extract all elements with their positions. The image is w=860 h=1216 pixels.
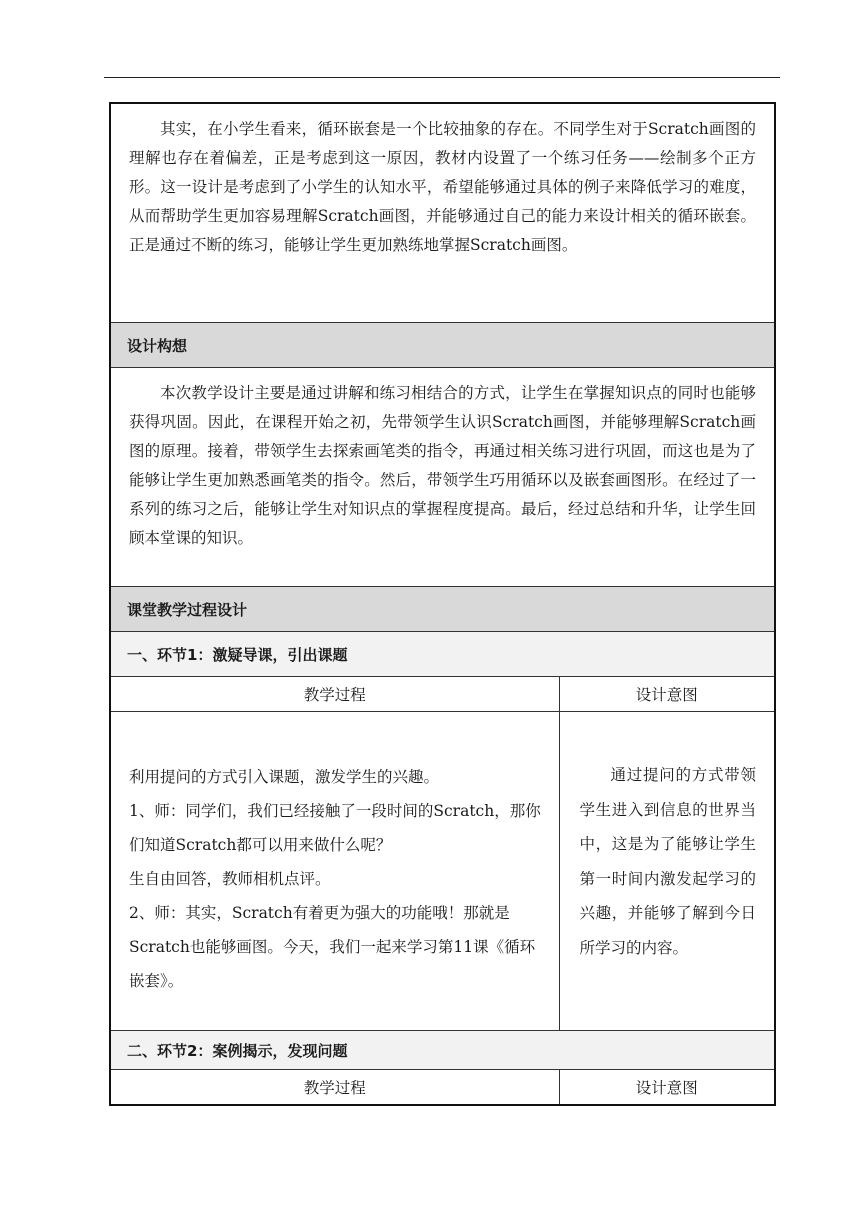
stage2-col-process: 教学过程	[110, 1070, 559, 1106]
stage1-column-headers	[110, 677, 775, 712]
stage1-line: 生自由回答，教师相机点评。	[129, 870, 331, 888]
stage1-line: 利用提问的方式引入课题，激发学生的兴趣。	[129, 768, 440, 786]
design-concept-paragraph: 本次教学设计主要是通过讲解和练习相结合的方式，让学生在掌握知识点的同时也能够获得巩固。因此，在课程开始之初，先带领学生认识Scratch画图，并能够理解Scratch画图的原理。接着，带领学生去探索画笔类的指令，再通过相关练习进行巩固，而这也是为了能够让学生更加熟悉画笔类的指令。然后，带领学生巧用循环以及嵌套画图形。在经过了一系列的练习之后，能够让学生对知识点的掌握程度提高。最后，经过总结和升华，让学生回顾本堂课的知识。	[129, 384, 757, 547]
stage2-col-intent: 设计意图	[559, 1070, 775, 1106]
stage2-column-headers	[110, 1070, 775, 1106]
design-concept-heading-row	[110, 323, 775, 368]
stage2-heading-row	[110, 1031, 775, 1070]
process-design-heading: 课堂教学过程设计	[110, 587, 775, 632]
stage1-process-cell	[110, 712, 559, 1031]
lesson-plan-table	[109, 102, 776, 1106]
intro-paragraph: 其实，在小学生看来，循环嵌套是一个比较抽象的存在。不同学生对于Scratch画图的理解也存在着偏差，正是考虑到这一原因，教材内设置了一个练习任务——绘制多个正方形。这一设计是考虑到了小学生的认知水平，希望能够通过具体的例子来降低学习的难度，从而帮助学生更加容易理解Scratch画图，并能够通过自己的能力来设计相关的循环嵌套。正是通过不断的练习，能够让学生更加熟练地掌握Scratch画图。	[129, 120, 757, 254]
stage1-intent-text: 通过提问的方式带领学生进入到信息的世界当中，这是为了能够让学生第一时间内激发起学习的兴趣，并能够了解到今日所学习的内容。	[579, 766, 757, 957]
stage2-heading: 二、环节2：案例揭示，发现问题	[110, 1031, 775, 1070]
stage1-col-process: 教学过程	[110, 677, 559, 712]
stage1-heading: 一、环节1：激疑导课，引出课题	[110, 632, 775, 677]
stage1-col-intent: 设计意图	[559, 677, 775, 712]
process-design-heading-row	[110, 587, 775, 632]
stage1-content-row	[110, 712, 775, 1031]
design-concept-heading: 设计构想	[110, 323, 775, 368]
intro-row	[110, 103, 775, 323]
stage1-intent-cell	[559, 712, 775, 1031]
design-concept-row	[110, 368, 775, 587]
header-rule	[104, 77, 780, 78]
stage1-heading-row	[110, 632, 775, 677]
stage1-line: 2、师：其实，Scratch有着更为强大的功能哦！那就是Scratch也能够画图。今天，我们一起来学习第11课《循环嵌套》。	[129, 904, 536, 990]
stage1-line: 1、师：同学们，我们已经接触了一段时间的Scratch，那你们知道Scratch都可以用来做什么呢？	[129, 802, 541, 854]
